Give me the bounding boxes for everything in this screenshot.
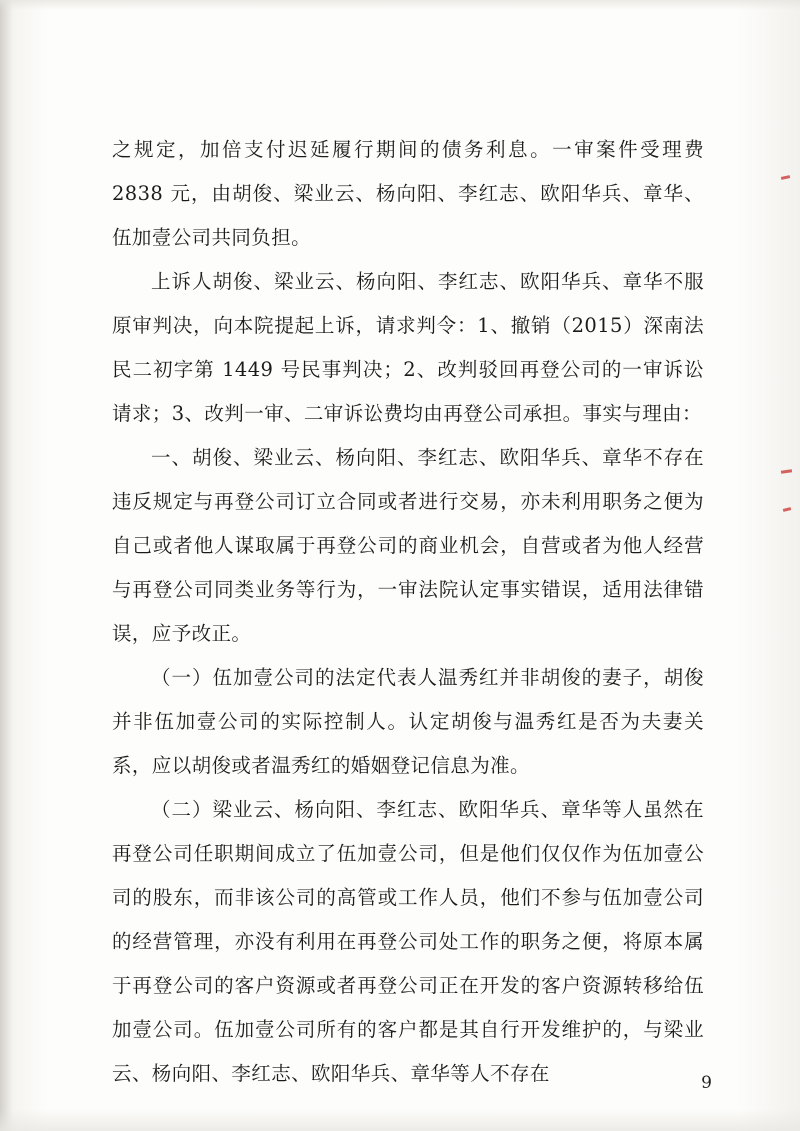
paragraph: （一）伍加壹公司的法定代表人温秀红并非胡俊的妻子，胡俊并非伍加壹公司的实际控制人。认定胡俊与温秀红是否为夫妻关系，应以胡俊或者温秀红的婚姻登记信息为准。 — [112, 666, 704, 777]
paragraph: （二）梁业云、杨向阳、李红志、欧阳华兵、章华等人虽然在再登公司任职期间成立了伍加壹公司，但是他们仅仅作为伍加壹公司的股东，而非该公司的高管或工作人员，他们不参与伍加壹公司的经营管理，亦没有利用在再登公司处工作的职务之便，将原本属于再登公司的客户资源或者再登公司正在开发的客户资源转移给伍加壹公司。伍加壹公司所有的客户都是其自行开发维护的，与梁业云、杨向阳、李红志、欧阳华兵、章华等人不存在 — [112, 798, 704, 1085]
margin-mark-icon — [781, 469, 792, 474]
page-bottom-edge-shadow — [0, 1109, 800, 1131]
page-top-edge-shadow — [0, 0, 800, 10]
document-body — [112, 128, 704, 1096]
paragraph: 之规定，加倍支付迟延履行期间的债务利息。一审案件受理费 2838 元，由胡俊、梁业云、杨向阳、李红志、欧阳华兵、章华、伍加壹公司共同负担。 — [112, 138, 704, 249]
paragraph: 一、胡俊、梁业云、杨向阳、李红志、欧阳华兵、章华不存在违反规定与再登公司订立合同或者进行交易，亦未利用职务之便为自己或者他人谋取属于再登公司的商业机会，自营或者为他人经营与再登公司同类业务等行为，一审法院认定事实错误，适用法律错误，应予改正。 — [112, 446, 704, 645]
page-number: 9 — [701, 1073, 712, 1093]
page-left-edge-shadow — [0, 0, 14, 1131]
paragraph: 上诉人胡俊、梁业云、杨向阳、李红志、欧阳华兵、章华不服原审判决，向本院提起上诉，请求判令：1、撤销（2015）深南法民二初字第 1449 号民事判决；2、改判驳回再登公司的一审诉讼请求；3、改判一审、二审诉讼费均由再登公司承担。事实与理由： — [112, 270, 704, 425]
margin-mark-icon — [781, 175, 790, 180]
margin-mark-icon — [783, 507, 791, 512]
